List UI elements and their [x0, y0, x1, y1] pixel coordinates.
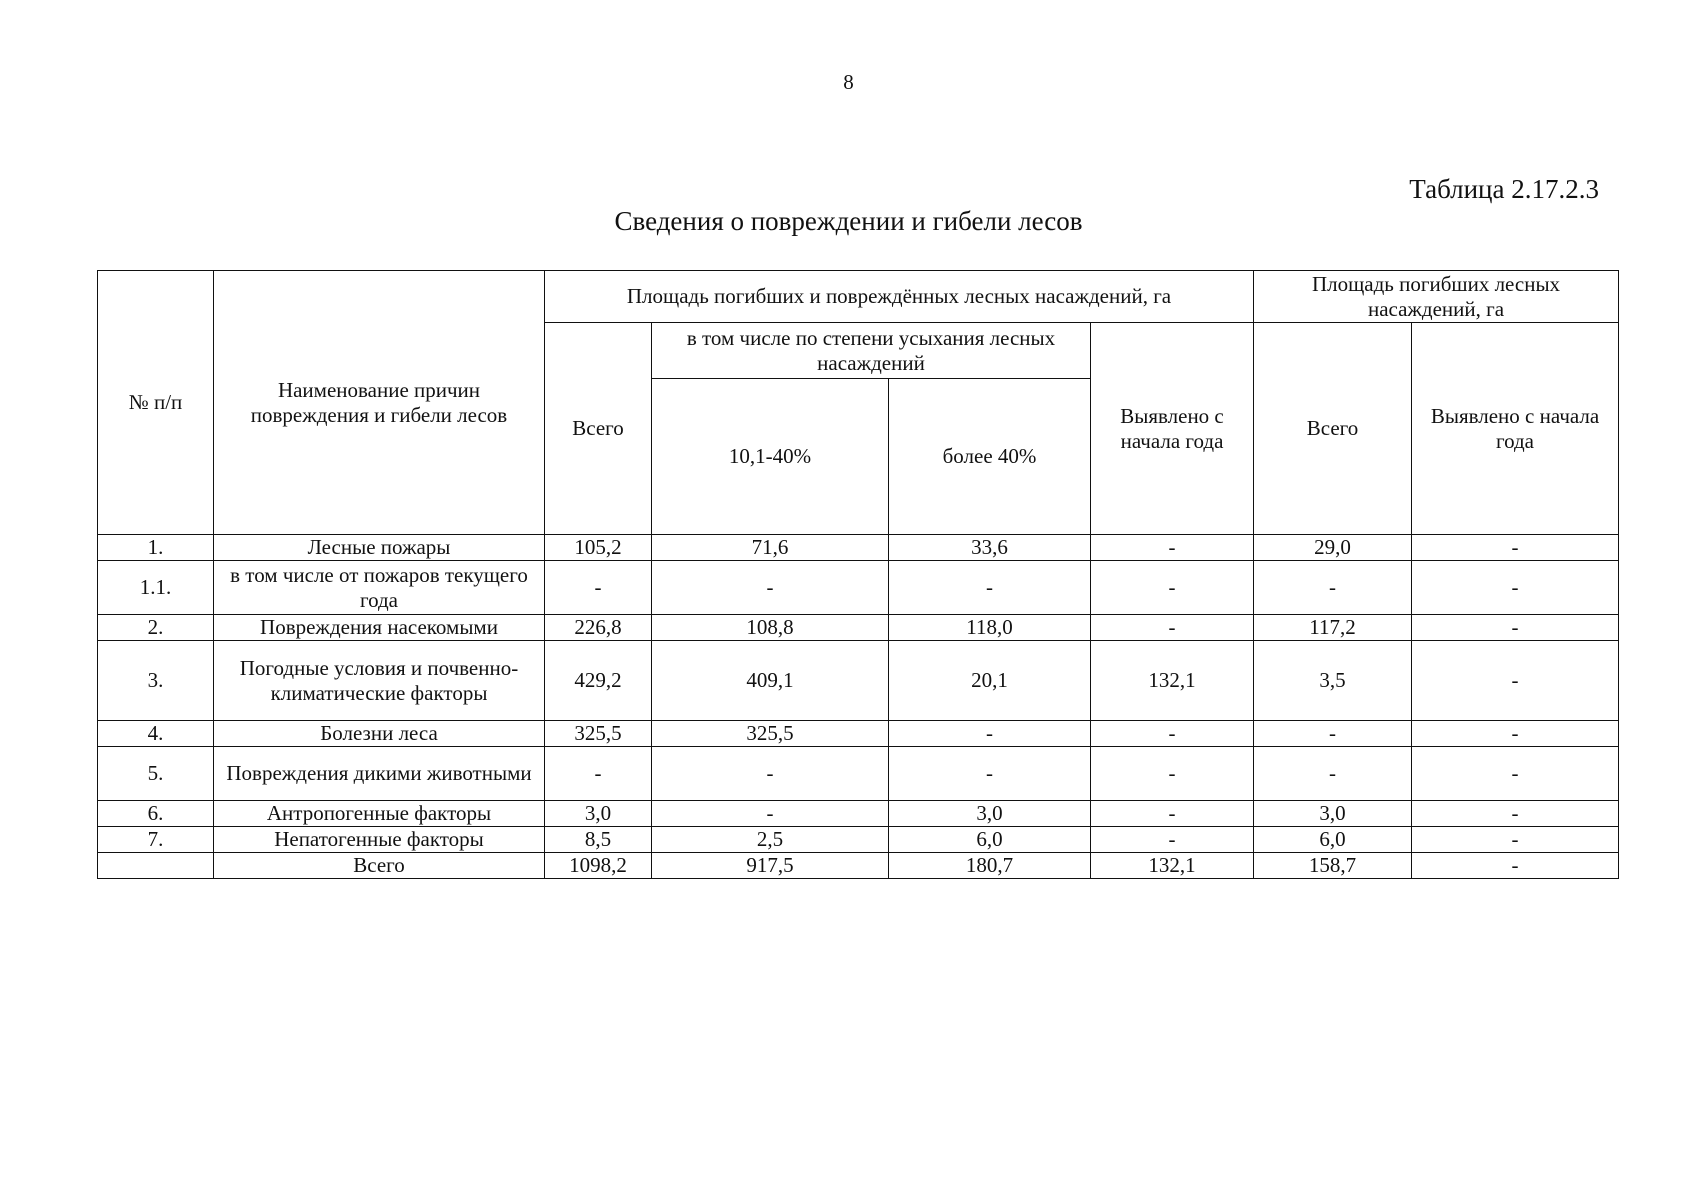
row-name: Непатогенные факторы	[214, 827, 545, 853]
table-title: Сведения о повреждении и гибели лесов	[614, 206, 1083, 236]
row-num: 3.	[98, 641, 214, 721]
row-dead-total: 3,0	[1254, 801, 1412, 827]
row-num	[98, 853, 214, 879]
header-degree-group: в том числе по степени усыхания лесных насаждений	[652, 323, 1091, 379]
row-dead-detected: -	[1412, 721, 1619, 747]
row-dead-detected: -	[1412, 615, 1619, 641]
row-dead-total: 3,5	[1254, 641, 1412, 721]
row-range2: 33,6	[889, 535, 1091, 561]
header-detected: Выявлено с начала года	[1091, 323, 1254, 535]
row-dead-detected: -	[1412, 827, 1619, 853]
table-row	[98, 615, 1619, 641]
row-name: Повреждения дикими животными	[214, 747, 545, 801]
row-num: 1.	[98, 535, 214, 561]
row-detected: -	[1091, 721, 1254, 747]
row-detected: -	[1091, 827, 1254, 853]
row-range2: 6,0	[889, 827, 1091, 853]
row-range1: 2,5	[652, 827, 889, 853]
row-dead-detected: -	[1412, 853, 1619, 879]
page-number: 8	[843, 70, 854, 94]
header-range-over-40: более 40%	[889, 379, 1091, 535]
row-total: 105,2	[545, 535, 652, 561]
row-dead-detected: -	[1412, 747, 1619, 801]
row-num: 6.	[98, 801, 214, 827]
row-name: Погодные условия и почвенно-климатические факторы	[214, 641, 545, 721]
table-row	[98, 827, 1619, 853]
row-range2: -	[889, 561, 1091, 615]
row-dead-detected: -	[1412, 801, 1619, 827]
row-range1: 409,1	[652, 641, 889, 721]
row-total: 3,0	[545, 801, 652, 827]
header-damaged-group: Площадь погибших и повреждённых лесных насаждений, га	[545, 271, 1254, 323]
header-total: Всего	[545, 323, 652, 535]
row-range2: 180,7	[889, 853, 1091, 879]
row-total: -	[545, 747, 652, 801]
header-num: № п/п	[98, 271, 214, 535]
row-name: Всего	[214, 853, 545, 879]
row-dead-total: 117,2	[1254, 615, 1412, 641]
row-name: Антропогенные факторы	[214, 801, 545, 827]
table-row	[98, 535, 1619, 561]
header-range-10-40: 10,1-40%	[652, 379, 889, 535]
row-total: 1098,2	[545, 853, 652, 879]
forest-damage-table	[97, 270, 1619, 879]
row-range1: 71,6	[652, 535, 889, 561]
row-range2: -	[889, 721, 1091, 747]
row-detected: -	[1091, 615, 1254, 641]
row-name: в том числе от пожаров текущего года	[214, 561, 545, 615]
table-row	[98, 801, 1619, 827]
row-dead-total: -	[1254, 721, 1412, 747]
row-range1: 917,5	[652, 853, 889, 879]
row-dead-detected: -	[1412, 641, 1619, 721]
row-num: 1.1.	[98, 561, 214, 615]
header-name: Наименование причин повреждения и гибели лесов	[214, 271, 545, 535]
row-dead-total: -	[1254, 747, 1412, 801]
row-range2: 20,1	[889, 641, 1091, 721]
table-row	[98, 561, 1619, 615]
row-name: Повреждения насекомыми	[214, 615, 545, 641]
row-range1: -	[652, 561, 889, 615]
row-range2: 118,0	[889, 615, 1091, 641]
row-range2: 3,0	[889, 801, 1091, 827]
row-dead-detected: -	[1412, 535, 1619, 561]
row-num: 2.	[98, 615, 214, 641]
row-name: Болезни леса	[214, 721, 545, 747]
table-row	[98, 747, 1619, 801]
row-dead-detected: -	[1412, 561, 1619, 615]
table-number: Таблица 2.17.2.3	[1409, 174, 1599, 204]
table-row	[98, 721, 1619, 747]
row-total: 325,5	[545, 721, 652, 747]
row-total: 8,5	[545, 827, 652, 853]
row-detected: 132,1	[1091, 853, 1254, 879]
row-dead-total: -	[1254, 561, 1412, 615]
row-num: 5.	[98, 747, 214, 801]
row-total: 226,8	[545, 615, 652, 641]
row-detected: -	[1091, 747, 1254, 801]
row-num: 4.	[98, 721, 214, 747]
row-detected: 132,1	[1091, 641, 1254, 721]
row-range1: -	[652, 801, 889, 827]
header-dead-detected: Выявлено с начала года	[1412, 323, 1619, 535]
row-range2: -	[889, 747, 1091, 801]
header-dead-total: Всего	[1254, 323, 1412, 535]
row-range1: 108,8	[652, 615, 889, 641]
table-row-total	[98, 853, 1619, 879]
row-detected: -	[1091, 535, 1254, 561]
row-dead-total: 29,0	[1254, 535, 1412, 561]
row-name: Лесные пожары	[214, 535, 545, 561]
table-row	[98, 641, 1619, 721]
row-dead-total: 6,0	[1254, 827, 1412, 853]
row-range1: -	[652, 747, 889, 801]
row-total: -	[545, 561, 652, 615]
row-detected: -	[1091, 561, 1254, 615]
row-range1: 325,5	[652, 721, 889, 747]
row-dead-total: 158,7	[1254, 853, 1412, 879]
row-num: 7.	[98, 827, 214, 853]
row-total: 429,2	[545, 641, 652, 721]
row-detected: -	[1091, 801, 1254, 827]
header-dead-group: Площадь погибших лесных насаждений, га	[1254, 271, 1619, 323]
